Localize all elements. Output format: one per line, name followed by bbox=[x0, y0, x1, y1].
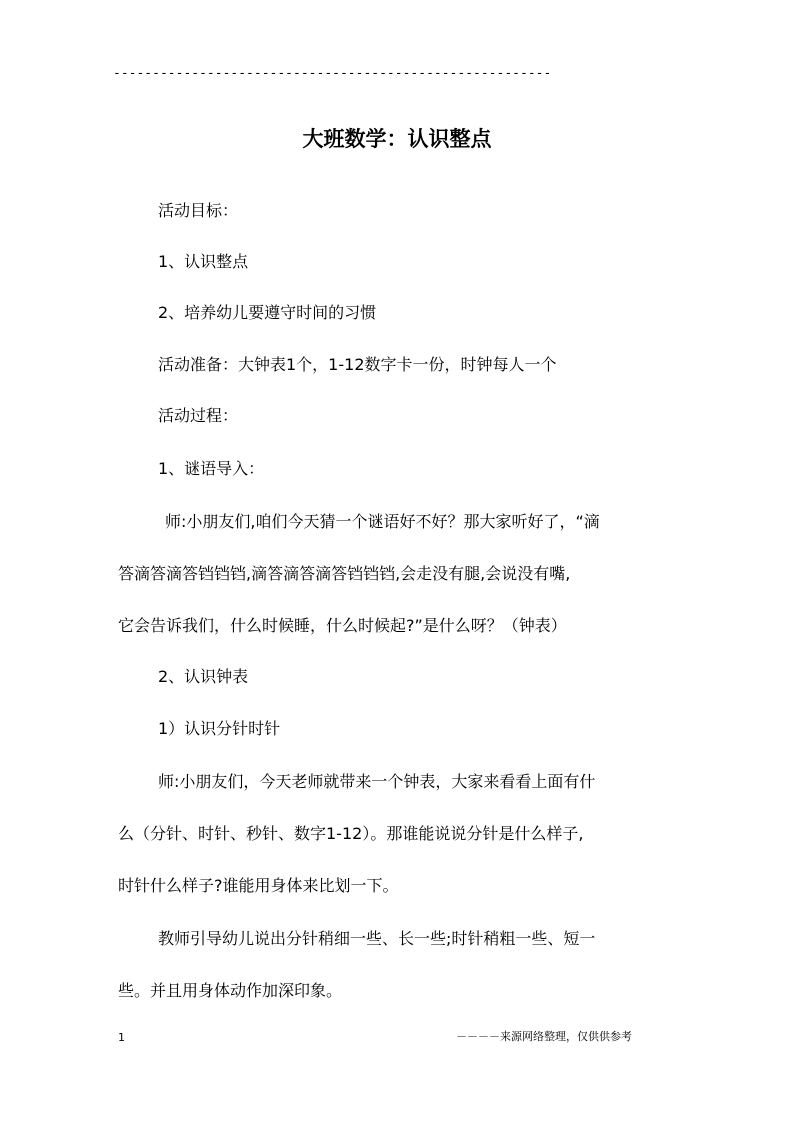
paragraph-riddle-line-2: 答滴答滴答铛铛铛,滴答滴答滴答铛铛铛,会走没有腿,会说没有嘴, bbox=[118, 564, 571, 583]
goal-item-2: 2、培养幼儿要遵守时间的习惯 bbox=[158, 303, 377, 322]
paragraph-teacher-line-3: 时针什么样子?谁能用身体来比划一下。 bbox=[118, 876, 399, 895]
substep-1-heading: 1）认识分针时针 bbox=[158, 719, 281, 738]
footer-note: －－－－来源网络整理，仅供供参考 bbox=[456, 1030, 632, 1043]
paragraph-teacher-line-2: 么（分针、时针、秒针、数字1-12）。那谁能说说分针是什么样子, bbox=[118, 824, 584, 843]
page-title: 大班数学：认识整点 bbox=[302, 126, 492, 151]
goal-item-1: 1、认识整点 bbox=[158, 252, 249, 271]
section-heading-goals: 活动目标： bbox=[158, 201, 239, 220]
paragraph-guide-line-1: 教师引导幼儿说出分针稍细一些、长一些;时针稍粗一些、短一 bbox=[158, 929, 596, 948]
step-1-heading: 1、谜语导入： bbox=[158, 459, 265, 478]
paragraph-guide-line-2: 些。并且用身体动作加深印象。 bbox=[118, 981, 343, 1000]
preparation-line: 活动准备：大钟表1个，1-12数字卡一份，时钟每人一个 bbox=[158, 355, 557, 374]
paragraph-teacher-line-1: 师:小朋友们，今天老师就带来一个钟表，大家来看看上面有什 bbox=[158, 772, 596, 791]
paragraph-riddle-line-1: 师:小朋友们,咱们今天猜一个谜语好不好？那大家听好了，“滴 bbox=[165, 512, 600, 531]
step-2-heading: 2、认识钟表 bbox=[158, 667, 249, 686]
paragraph-riddle-line-3: 它会告诉我们，什么时候睡，什么时候起?”是什么呀？（钟表） bbox=[118, 616, 567, 635]
page-number: 1 bbox=[118, 1031, 125, 1044]
header-dashed-rule: -------------------------------------------------------- bbox=[113, 66, 552, 81]
section-heading-process: 活动过程： bbox=[158, 406, 239, 425]
